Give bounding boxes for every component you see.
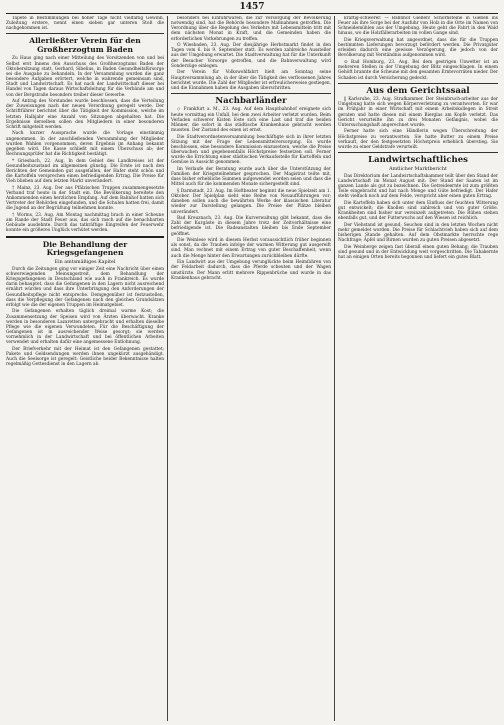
article-heading: Allerließter Verein für den Großherzogtum Baden: [29, 36, 141, 54]
article-paragraph: Der Verein für Volkswohlfahrt hielt am Sonntag seine Hauptversammlung ab, in der über die Tätigkeit des verflossenen Jahres berichtet wurde. Die Zahl der Mitglieder ist erfreulicherweise gestiegen, und die Einnahmen haben die Ausgaben überschritten.: [171, 70, 331, 91]
header-rule: [6, 13, 498, 14]
column-3: [338, 16, 498, 721]
article-heading: Die Behandlung der Kriegsgefangenen: [42, 239, 128, 258]
article-paragraph: Die Gefangenen erhalten täglich dreimal warme Kost; die Zusammensetzung der Speisen wird von Ärzten überwacht. Kranke werden in besonderen Lazaretten untergebracht und erhalten dieselbe Pflege wie die eigenen Verwundeten. Für die Beschäftigung der Gefangenen ist in ausreichender Weise gesorgt; sie werden vornehmlich in der Landwirtschaft und bei öffentlichen Arbeiten verwendet und erhalten dafür eine angemessene Entlohnung.: [6, 309, 164, 346]
article-paragraph: Die Stadtverordnetenversammlung beschäftigte sich in ihrer letzten Sitzung mit der Frage der Lebensmittelversorgung. Es wurde beschlossen, eine besondere Kommission einzusetzen, welche die Preise überwachen und gegebenenfalls Höchstpreise festsetzen soll. Ferner wurde die Errichtung einer städtischen Verkaufsstelle für Kartoffeln und Gemüse in Aussicht genommen.: [171, 134, 331, 166]
section-rule: [6, 33, 164, 34]
section-rule: [171, 93, 331, 94]
column-divider: [167, 16, 168, 721]
article-paragraph: ‖ Karlsruhe, 23. Aug. Strafkammer. Der Steinbruch-arbeiter aus der Umgebung hatte sich wegen Körperverletzung zu verantworten. Er war im Frühjahr in einer Wirtschaft mit einem Arbeitskollegen in Streit geraten und hatte diesen mit einem Bierglas am Kopfe verletzt. Das Gericht verurteilte ihn zu drei Monaten Gefängnis, wobei die Untersuchungshaft angerechnet wurde.: [338, 97, 498, 128]
article-paragraph: Tapete in Bestimmungen bei hoher Tage nicht vielfältig Gewinn, Zuleitung erstere, nennt einen sieben gar unteren Stoß die nachgekommen ist.: [6, 16, 164, 32]
article-paragraph: Im Verlaufe der Beratung wurde auch über die Unterstützung der Familien der Kriegsteilnehmer gesprochen. Der Magistrat teilte mit, dass bisher erhebliche Summen aufgewendet worden seien und dass die Mittel auch für die kommenden Monate sichergestellt sind.: [171, 166, 331, 188]
article-paragraph: Ein Landwirt aus der Umgebung verunglückte beim Heimfahren von der Feldarbeit dadurch, dass die Pferde scheuten und der Wagen umstürzte. Der Mann erlitt mehrere Rippenbrüche und wurde in das Krankenhaus gebracht.: [171, 260, 331, 281]
section-heading: Aus dem Gerichtssaal: [366, 85, 470, 96]
news-notice: * Griesbach, 22. Aug. In dem Gebiet des Landkreises ist der Gesundheitszustand im allgemeinen günstig. Die Ernte ist nach den Berichten der Gemeinden gut ausgefallen, der Hafer steht schön und die Kartoffeln versprechen einen befriedigenden Ertrag. Die Preise für Vieh blieben auf dem letzten Markt unverändert.: [6, 158, 164, 185]
article-paragraph: Ferner hatte sich eine Händlerin wegen Überschreitung der Höchstpreise zu verantworten. Sie hatte Butter zu einem Preise verkauft, der den festgesetzten Höchstpreis erheblich überstieg. Sie wurde zu einer Geldstrafe verurteilt.: [338, 129, 498, 150]
column-divider: [334, 16, 335, 721]
article-paragraph: Das Direktorium der Landwirtschaftskammer teilt über den Stand der Landwirtschaft im Monat August mit: Der Stand der Saaten ist im ganzen Lande als gut zu bezeichnen. Die Getreideernte ist zum größten Teile eingebracht und hat nach Menge und Güte befriedigt. Der Hafer steht vielfach noch auf dem Felde, verspricht aber einen guten Ertrag.: [338, 173, 498, 200]
page-number: 1457: [239, 2, 265, 12]
article-paragraph: Zu Haus ging nach einer Mitteilung des Vorsitzenden von und bei Selbst erst Innens den Ausschuss des Großherzogtums Baden der Oktobersitzung statt, Gerhard, Sibelius, in Baden Gesundheitsfürsorge sei die Ausgabe zu behandeln. In der Versammlung wurden die ganz besondere Aufgaben erörtert, welche in wahrende gemeinsam sind, Stadt und Landwirtschaft. Es hat nach der Landwirtschaft dieser bei Handel von Tagen daraus Wirtschaftsleitung für die Verbände am und von der Bergstraße besonders treiber dieser Gewerbe.: [6, 56, 164, 98]
section-heading: Landwirtschaftliches: [368, 155, 468, 166]
article-paragraph: Die Weinberge zeigen fast überall einen guten Behang; die Trauben sind gesund und in der Entwicklung weit vorgeschritten. Die Tabakernte hat an einigen Orten bereits begonnen und liefert ein gutes Blatt.: [338, 244, 498, 261]
news-notice: † Worms, 23. Aug. Am Montag nachmittag brach in einer Scheune am Rande der Stadt Feuer aus, das sich rasch auf die benachbarten Gebäude ausdehnte. Durch das tatkräftige Eingreifen der Feuerwehr konnte ein größeres Unglück verhütet werden.: [6, 212, 164, 234]
news-notice: O Wiesbaden, 23. Aug. Der diesjährige Herbstmarkt findet in den Tagen vom 6. bis 9. September statt. Es werden zahlreiche Aussteller aus der Umgebung erwartet. Die Stadtverwaltung hat für die Unterkunft der Besucher Vorsorge getroffen, und die Bahnverwaltung wird Sonderzüge einlegen.: [171, 43, 331, 69]
article-paragraph: kräftig-schwerer. — Bahnhof Gießen! Schornsteine in Gießen ins Feuer als ihre Sorge bei der Ausfuhr von Holz in die Orte im Namen von Schneidemühlen aus der Umgebung. Heute geht die Fahrt in den Wald hinaus, wo die Holzfällerarbeiten im vollen Gange sind.: [338, 16, 498, 37]
news-notice: Bad Kreuznach, 23. Aug. Die Kurverwaltung gibt bekannt, dass die Zahl der Kurgäste in diesem Jahre trotz der Zeitverhältnisse eine befriedigende ist. Die Badeanstalten bleiben bis Ende September geöffnet.: [171, 216, 331, 237]
news-notice: § Darmstadt, 23. Aug. Im Hoftheater beginnt die neue Spielzeit am 1. Oktober. Der Spielplan sieht eine Reihe von Neuaufführungen vor; daneben sollen auch die bewährten Werke der klassischen Literatur wieder zur Darstellung gelangen. Die Preise der Plätze bleiben unverändert.: [171, 188, 331, 215]
article-paragraph: Der Viehstand ist gesund; Seuchen sind in den letzten Wochen nicht mehr gemeldet worden. Die Preise für Schlachtvieh haben sich auf dem bisherigen Stande gehalten. Auf dem Obstmarkte herrschte rege Nachfrage; Äpfel und Birnen wurden zu guten Preisen abgesetzt.: [338, 222, 498, 244]
article-paragraph: Die Kriegsverwaltung hat angeordnet, dass die für die Truppen bestimmten Lieferungen bevorzugt befördert werden. Die Privatgüter erleiden dadurch eine gewisse Verzögerung, die jedoch von der Bevölkerung mit Verständnis aufgenommen wird.: [338, 38, 498, 59]
column-2: [171, 16, 331, 721]
article-paragraph: Auf Antrag des Vorstandes wurde beschlossen, dass die Verteilung der Zuweisungen nach der neuen Verordnung geregelt werde. Der Schriftführer berichtet über die Tätigkeit der Kommission, welche im letzten Halbjahr eine Anzahl von Sitzungen abgehalten hat. Die Ergebnisse derselben sollen den Mitgliedern in einer besonderen Schrift mitgeteilt werden.: [6, 99, 164, 130]
column-1: [6, 16, 164, 721]
section-rule: [338, 152, 498, 153]
article-paragraph: Die Kartoffeln haben sich unter dem Einfluss der feuchten Witterung gut entwickelt; die Knollen sind zahlreich und von guter Größe. Krankheiten sind bisher nur vereinzelt aufgetreten. Die Rüben stehen ebenfalls gut, und der Futterwuchs auf den Wiesen ist reichlich.: [338, 200, 498, 222]
article-paragraph: Der Briefverkehr mit der Heimat ist den Gefangenen gestattet; Pakete und Geldsendungen werden ihnen ungekürzt ausgehändigt. Auch die Seelsorge ist geregelt: Geistliche beider Bekenntnisse halten regelmäßig Gottesdienst in den Lagern ab.: [6, 346, 164, 368]
news-notice: † Mainz, 23. Aug. Der aus Pfälzischen Truppen zusammengesetzte Verband traf heute in der Stadt ein. Die Bevölkerung bereitete den Ankommenden einen herzlichen Empfang. Auf dem Bahnhof hatten sich Vertreter der Behörden eingefunden, und die Schulen hatten frei, damit die Jugend an der Begrüßung teilnehmen konnte.: [6, 185, 164, 212]
article-subheading: Ein amtsmäßiges Kapitel: [54, 259, 116, 265]
news-notice: ⊙ Bad Homburg, 23. Aug. Bei dem gestrigen Unwetter ist an mehreren Stellen in der Umgebung der Blitz eingeschlagen. In einem Gehöft brannte die Scheune mit den gesamten Erntevorräten nieder. Der Schaden ist durch Versicherung gedeckt.: [338, 60, 498, 81]
article-paragraph: Nach kurzer Aussprache wurde die Vorlage einstimmig angenommen. In der anschließenden Versammlung der Mitglieder wurden Wahlen vorgenommen, deren Ergebnis im Anhang bekannt gegeben wird. Die Kasse schließt mit einem Überschuss ab; der Rechnungsprüfer hat die Richtigkeit bestätigt.: [6, 131, 164, 158]
section-subheading: Amtlicher Marktbericht: [389, 166, 447, 172]
news-notice: ◇ Frankfurt a. M., 23. Aug. Auf dem Hauptbahnhof ereignete sich heute vormittag ein Unfall, bei dem zwei Arbeiter verletzt wurden. Beim Verladen schwerer Kisten löste sich eine Last und traf die beiden Männer, die sofort in das städtische Krankenhaus gebracht werden mussten. Der Zustand des einen ist ernst.: [171, 107, 331, 134]
article-paragraph: Durch die Zeitungen ging vor einiger Zeit eine Nachricht über einen schwerwiegenden Meinungsstreit, dem Behandlung der Kriegsgefangenen in Deutschland wie auch in Frankreich. Es wurde darin behauptet, dass die Gefangenen in den Lagern nicht ausreichend ernährt würden und dass ihre Unterbringung den Anforderungen der Gesundheitspflege nicht entspreche. Demgegenüber ist festzustellen, dass die Verpflegung der Gefangenen nach den gleichen Grundsätzen erfolgt wie die der eigenen Truppen im Heimatgebiet.: [6, 266, 164, 308]
section-heading: Nachbarländer: [215, 95, 287, 106]
article-paragraph: besonders bei Einfuhrwaren, die zur Versorgung der Bevölkerung notwendig sind, hat die Behörde besondere Maßnahmen getroffen. Die Verordnung über die Regelung des Verkehrs mit Lebensmitteln tritt mit dem nächsten Monat in Kraft, und die Gemeinden haben die erforderlichen Vorkehrungen zu treffen.: [171, 16, 331, 42]
article-paragraph: Die Weinlese wird in diesem Herbst voraussichtlich früher beginnen als sonst, da die Trauben infolge der warmen Witterung gut ausgereift sind. Man rechnet mit einem Ertrag von guter Beschaffenheit, wenn auch die Menge hinter den Erwartungen zurückbleiben dürfte.: [171, 238, 331, 259]
section-rule: [6, 236, 164, 238]
section-rule: [338, 83, 498, 84]
